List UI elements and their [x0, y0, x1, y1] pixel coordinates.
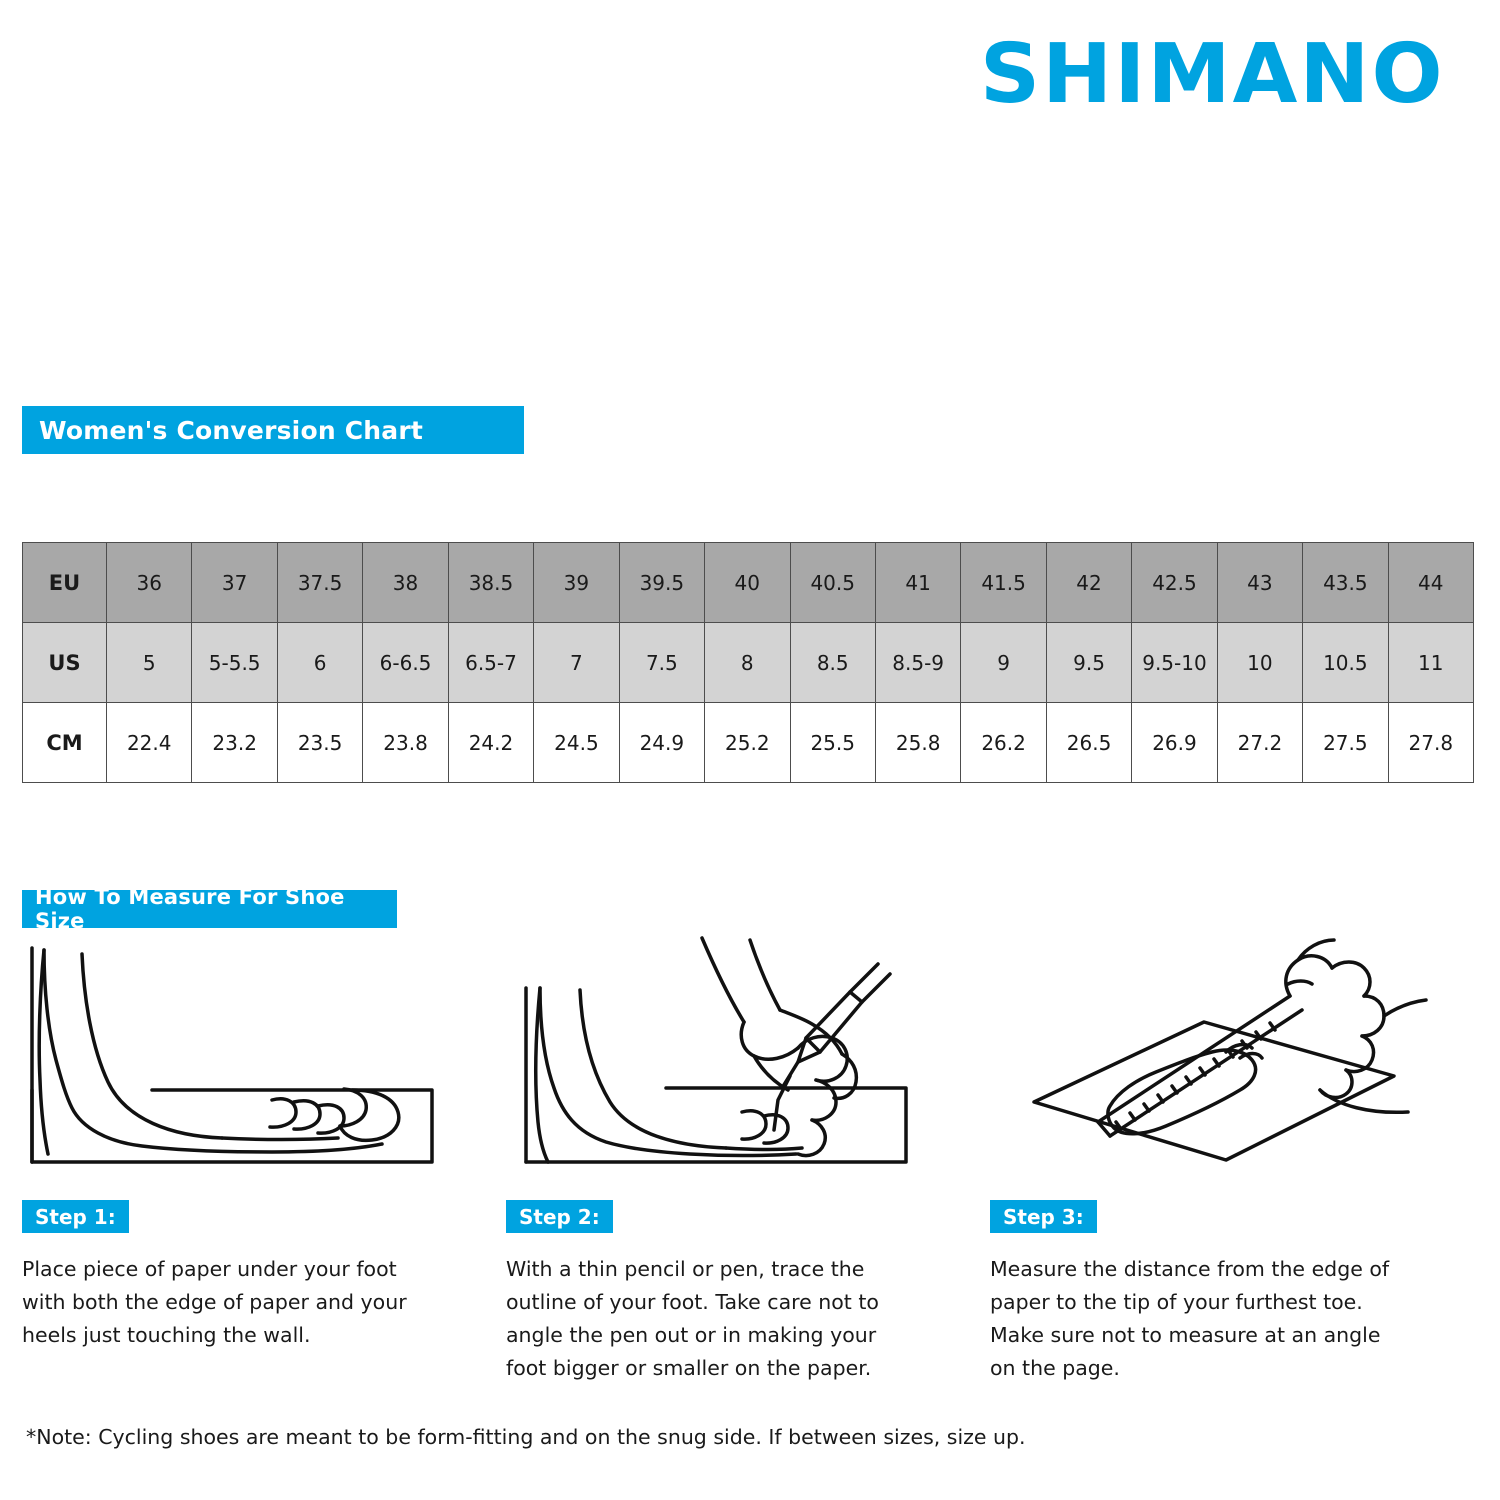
step-3-badge: Step 3: — [990, 1200, 1097, 1233]
cell-eu-9: 41 — [875, 543, 960, 623]
cell-eu-8: 40.5 — [790, 543, 875, 623]
row-label-cm: CM — [23, 703, 107, 783]
cell-cm-7: 25.2 — [705, 703, 790, 783]
cell-cm-3: 23.8 — [363, 703, 448, 783]
cell-cm-10: 26.2 — [961, 703, 1046, 783]
cell-us-13: 10 — [1217, 623, 1302, 703]
cell-us-11: 9.5 — [1046, 623, 1131, 703]
cell-us-9: 8.5-9 — [875, 623, 960, 703]
table-row-cm — [23, 703, 1474, 783]
cell-us-5: 7 — [534, 623, 619, 703]
cell-eu-1: 37 — [192, 543, 277, 623]
foot-on-paper-illustration — [22, 930, 476, 1192]
cell-us-6: 7.5 — [619, 623, 704, 703]
cell-cm-12: 26.9 — [1132, 703, 1217, 783]
cell-cm-4: 24.2 — [448, 703, 533, 783]
cell-eu-14: 43.5 — [1303, 543, 1388, 623]
cell-cm-15: 27.8 — [1388, 703, 1473, 783]
step-1-text: Place piece of paper under your foot with both the edge of paper and your heels just touching the wall. — [22, 1257, 407, 1347]
cell-cm-8: 25.5 — [790, 703, 875, 783]
cell-eu-0: 36 — [107, 543, 192, 623]
cell-eu-2: 37.5 — [277, 543, 362, 623]
cell-us-14: 10.5 — [1303, 623, 1388, 703]
cell-us-0: 5 — [107, 623, 192, 703]
steps-container — [22, 930, 1474, 1385]
hand-tracing-foot-illustration — [506, 930, 960, 1192]
step-1 — [22, 930, 506, 1385]
cell-cm-9: 25.8 — [875, 703, 960, 783]
cell-us-15: 11 — [1388, 623, 1473, 703]
step-3-text: Measure the distance from the edge of paper to the tip of your furthest toe. Make sure not to measure at an angle on the page. — [990, 1257, 1390, 1380]
cell-cm-11: 26.5 — [1046, 703, 1131, 783]
cell-us-12: 9.5-10 — [1132, 623, 1217, 703]
cell-cm-0: 22.4 — [107, 703, 192, 783]
cell-us-4: 6.5-7 — [448, 623, 533, 703]
cell-us-3: 6-6.5 — [363, 623, 448, 703]
cell-us-8: 8.5 — [790, 623, 875, 703]
womens-conversion-chart-title: Women's Conversion Chart — [22, 406, 524, 454]
cell-eu-4: 38.5 — [448, 543, 533, 623]
cell-eu-7: 40 — [705, 543, 790, 623]
cell-eu-10: 41.5 — [961, 543, 1046, 623]
row-label-eu: EU — [23, 543, 107, 623]
cell-us-10: 9 — [961, 623, 1046, 703]
measuring-tape-illustration — [990, 930, 1444, 1192]
cell-eu-12: 42.5 — [1132, 543, 1217, 623]
cell-us-2: 6 — [277, 623, 362, 703]
how-to-measure-title: How To Measure For Shoe Size — [22, 890, 397, 928]
row-label-us: US — [23, 623, 107, 703]
step-2 — [506, 930, 990, 1385]
conversion-table — [22, 542, 1474, 783]
cell-cm-2: 23.5 — [277, 703, 362, 783]
cell-eu-15: 44 — [1388, 543, 1473, 623]
cell-us-1: 5-5.5 — [192, 623, 277, 703]
cell-eu-6: 39.5 — [619, 543, 704, 623]
cell-cm-6: 24.9 — [619, 703, 704, 783]
cell-eu-3: 38 — [363, 543, 448, 623]
cell-us-7: 8 — [705, 623, 790, 703]
cell-eu-13: 43 — [1217, 543, 1302, 623]
cell-cm-13: 27.2 — [1217, 703, 1302, 783]
cell-cm-1: 23.2 — [192, 703, 277, 783]
footnote: *Note: Cycling shoes are meant to be form-fitting and on the snug side. If between sizes, size up. — [26, 1425, 1026, 1449]
table-row-eu — [23, 543, 1474, 623]
cell-eu-5: 39 — [534, 543, 619, 623]
step-1-badge: Step 1: — [22, 1200, 129, 1233]
step-2-text: With a thin pencil or pen, trace the outline of your foot. Take care not to angle the pen out or in making your foot bigger or smaller on the paper. — [506, 1257, 879, 1380]
cell-cm-5: 24.5 — [534, 703, 619, 783]
shimano-logo: SHIMANO — [980, 27, 1445, 122]
cell-cm-14: 27.5 — [1303, 703, 1388, 783]
step-2-badge: Step 2: — [506, 1200, 613, 1233]
step-3 — [990, 930, 1474, 1385]
cell-eu-11: 42 — [1046, 543, 1131, 623]
table-row-us — [23, 623, 1474, 703]
